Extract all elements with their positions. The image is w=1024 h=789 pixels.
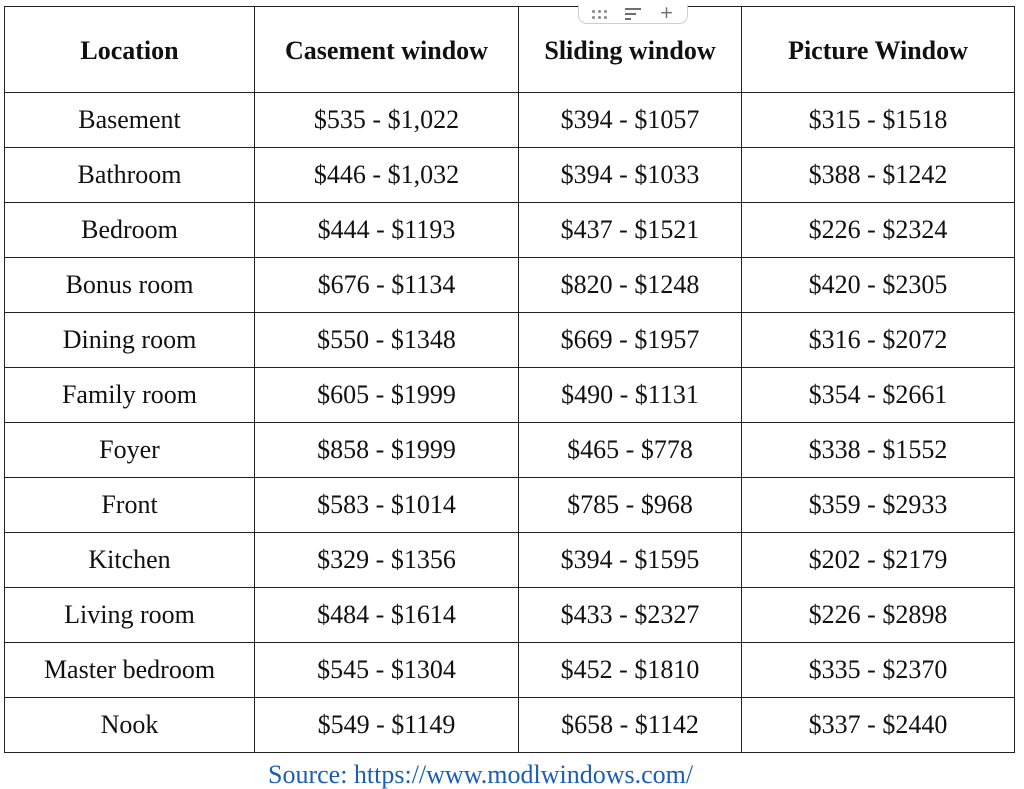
table-row (5, 368, 1015, 423)
location-cell: Foyer (5, 423, 255, 478)
price-cell: $329 - $1356 (255, 533, 519, 588)
column-header: Picture Window (742, 7, 1015, 93)
table-row (5, 258, 1015, 313)
plus-icon[interactable]: + (659, 2, 674, 23)
price-cell: $545 - $1304 (255, 643, 519, 698)
price-cell: $484 - $1614 (255, 588, 519, 643)
price-cell: $420 - $2305 (742, 258, 1015, 313)
location-cell: Dining room (5, 313, 255, 368)
table-row (5, 478, 1015, 533)
location-cell: Nook (5, 698, 255, 753)
source-link[interactable]: Source: https://www.modlwindows.com/ (268, 760, 694, 789)
column-header: Location (5, 7, 255, 93)
location-cell: Kitchen (5, 533, 255, 588)
table-row (5, 313, 1015, 368)
price-cell: $550 - $1348 (255, 313, 519, 368)
header-row (5, 7, 1015, 93)
table-row (5, 643, 1015, 698)
price-cell: $394 - $1033 (519, 148, 742, 203)
price-cell: $394 - $1057 (519, 93, 742, 148)
table-row (5, 533, 1015, 588)
price-cell: $535 - $1,022 (255, 93, 519, 148)
price-cell: $437 - $1521 (519, 203, 742, 258)
table-body (5, 93, 1015, 753)
table-toolbar[interactable] (578, 2, 688, 24)
price-cell: $820 - $1248 (519, 258, 742, 313)
price-cell: $444 - $1193 (255, 203, 519, 258)
price-cell: $202 - $2179 (742, 533, 1015, 588)
drag-handle-icon[interactable] (592, 10, 607, 19)
table-row (5, 698, 1015, 753)
sort-icon[interactable] (625, 8, 641, 20)
table-row (5, 588, 1015, 643)
price-cell: $316 - $2072 (742, 313, 1015, 368)
location-cell: Front (5, 478, 255, 533)
price-cell: $465 - $778 (519, 423, 742, 478)
table-container (4, 2, 1014, 753)
column-header: Casement window (255, 7, 519, 93)
table-header (5, 2, 1015, 93)
price-cell: $583 - $1014 (255, 478, 519, 533)
price-cell: $394 - $1595 (519, 533, 742, 588)
price-cell: $226 - $2898 (742, 588, 1015, 643)
price-cell: $433 - $2327 (519, 588, 742, 643)
table-row (5, 93, 1015, 148)
location-cell: Bathroom (5, 148, 255, 203)
location-cell: Basement (5, 93, 255, 148)
table-row (5, 423, 1015, 478)
price-cell: $452 - $1810 (519, 643, 742, 698)
price-cell: $549 - $1149 (255, 698, 519, 753)
price-cell: $858 - $1999 (255, 423, 519, 478)
location-cell: Family room (5, 368, 255, 423)
price-cell: $446 - $1,032 (255, 148, 519, 203)
price-cell: $785 - $968 (519, 478, 742, 533)
price-cell: $605 - $1999 (255, 368, 519, 423)
price-cell: $676 - $1134 (255, 258, 519, 313)
table-row (5, 203, 1015, 258)
price-cell: $335 - $2370 (742, 643, 1015, 698)
price-cell: $354 - $2661 (742, 368, 1015, 423)
price-cell: $388 - $1242 (742, 148, 1015, 203)
price-cell: $658 - $1142 (519, 698, 742, 753)
location-cell: Master bedroom (5, 643, 255, 698)
location-cell: Bedroom (5, 203, 255, 258)
column-header: Sliding window (519, 7, 742, 93)
price-cell: $226 - $2324 (742, 203, 1015, 258)
location-cell: Bonus room (5, 258, 255, 313)
price-cell: $669 - $1957 (519, 313, 742, 368)
price-cell: $337 - $2440 (742, 698, 1015, 753)
price-cell: $359 - $2933 (742, 478, 1015, 533)
price-cell: $338 - $1552 (742, 423, 1015, 478)
location-cell: Living room (5, 588, 255, 643)
price-cell: $315 - $1518 (742, 93, 1015, 148)
price-cell: $490 - $1131 (519, 368, 742, 423)
price-table (4, 2, 1015, 753)
table-row (5, 148, 1015, 203)
